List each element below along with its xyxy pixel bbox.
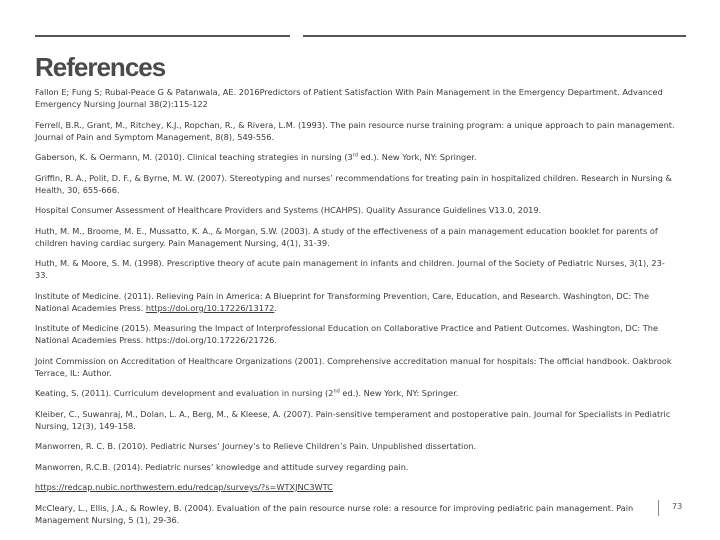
reference-item: Huth, M. & Moore, S. M. (1998). Prescriptive theory of acute pain management in infants and children. Journal of the Society of Pediatric Nurses, 3(1), 23-33. xyxy=(35,258,665,280)
header-rule-left xyxy=(35,35,290,37)
reference-item: Gaberson, K. & Oermann, M. (2010). Clinical teaching strategies in nursing (3rd ed.). New York, NY: Springer. xyxy=(35,152,477,162)
doi-link[interactable]: https://doi.org/10.17226/13172 xyxy=(145,302,275,313)
page-number-divider xyxy=(658,500,659,516)
reference-item: Ferrell, B.R., Grant, M., Ritchey, K.J., Ropchan, R., & Rivera, L.M. (1993). The pain resource nurse training program: a unique approach to pain management. Journal of Pain and Symptom Management, 8(8), 549-556. xyxy=(35,119,675,142)
reference-item: Manworren, R.C.B. (2014). Pediatric nurses’ knowledge and attitude survey regarding pain. xyxy=(35,461,409,472)
header-rule-right xyxy=(303,35,686,37)
page-number: 73 xyxy=(672,502,683,511)
reference-item: Institute of Medicine. (2011). Relieving Pain in America: A Blueprint for Transforming Prevention, Care, Education, and Research. Washington, DC: The National Academies Press. https://doi.org/10.17226/13172. xyxy=(35,290,650,313)
survey-link[interactable]: https://redcap.nubic.northwestern.edu/redcap/surveys/?s=WTXJNC3WTC xyxy=(35,482,333,492)
reference-item xyxy=(35,481,675,493)
page-title: References xyxy=(35,52,166,82)
reference-item: Griffin, R. A., Polit, D. F., & Byrne, M. W. (2007). Stereotyping and nurses’ recommendations for treating pain in hospitalized children. Research in Nursing & Health, 30, 655-666. xyxy=(35,172,672,195)
reference-item: Hospital Consumer Assessment of Healthcare Providers and Systems (HCAHPS). Quality Assurance Guidelines V13.0, 2019. xyxy=(35,205,542,215)
reference-item: Keating, S. (2011). Curriculum development and evaluation in nursing (2nd ed.). New York, NY: Springer. xyxy=(35,388,459,398)
reference-item: Kleiber, C., Suwanraj, M., Dolan, L. A., Berg, M., & Kleese, A. (2007). Pain-sensitive temperament and postoperative pain. Journal for Specialists in Pediatric Nursing, 12(3), 149-158. xyxy=(35,408,671,431)
reference-list xyxy=(35,86,675,534)
reference-item: Manworren, R. C. B. (2010). Pediatric Nurses’ Journey’s to Relieve Children’s Pain. Unpublished dissertation. xyxy=(35,441,477,451)
reference-item: McCleary, L., Ellis, J.A., & Rowley, B. (2004). Evaluation of the pain resource nurse role: a resource for improving pediatric pain management. Pain Management Nursing, 5 (1), 29-36. xyxy=(35,502,634,525)
reference-item: Fallon E; Fung S; Rubal-Peace G & Patanwala, AE. 2016Predictors of Patient Satisfaction With Pain Management in the Emergency Department. Advanced Emergency Nursing Journal 38(2):115-122 xyxy=(35,87,663,109)
reference-item: Huth, M. M., Broome, M. E., Mussatto, K. A., & Morgan, S.W. (2003). A study of the effectiveness of a pain management education booklet for parents of children having cardiac surgery. Pain Management Nursing, 4(1), 31-39. xyxy=(35,225,658,248)
reference-item: Institute of Medicine (2015). Measuring the Impact of Interprofessional Education on Collaborative Practice and Patient Outcomes. Washington, DC: The National Academies Press. https://doi.org/10.17226/21726. xyxy=(35,323,658,345)
reference-item: Joint Commission on Accreditation of Healthcare Organizations (2001). Comprehensive accreditation manual for hospitals: The official handbook. Oakbrook Terrace, IL: Author. xyxy=(35,355,672,378)
